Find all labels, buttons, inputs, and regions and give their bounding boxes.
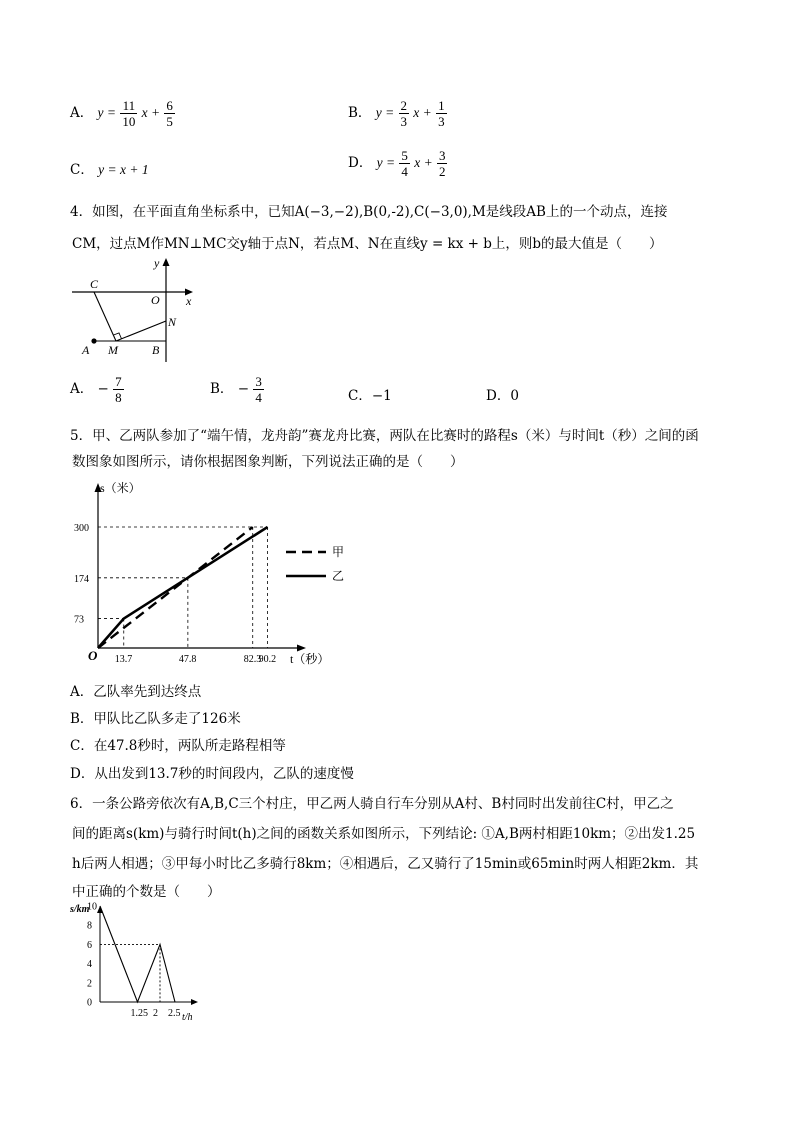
fig-label-c: C — [90, 277, 99, 291]
y-tick-label: 174 — [74, 573, 89, 585]
x-tick-label: 13.7 — [114, 654, 133, 665]
q6-stem-line1: 6．一条公路旁依次有A,B,C三个村庄，甲乙两人骑自行车分别从A村、B村同时出发前往C村，甲乙之 — [70, 796, 674, 812]
chart2-ylabel: s/km — [70, 904, 90, 915]
series-line-distance — [100, 906, 175, 1002]
q4-option-b: B． − $\frac{3}{4}$ — [210, 374, 262, 405]
chart1-ylabel: s（米） — [100, 481, 141, 495]
legend-label-jia: 甲 — [332, 545, 345, 559]
fraction: $\frac{11}{10}$ — [122, 98, 136, 129]
q3-option-a: A． y = $\frac{11}{10}$ x + $\frac{6}{5}$ — [70, 98, 173, 129]
fraction: $\frac{1}{3}$ — [438, 98, 445, 129]
fraction: $\frac{3}{4}$ — [255, 374, 262, 405]
q6-stem-line3: h后两人相遇；③甲每小时比乙多骑行8km；④相遇后，乙又骑行了15min或65min时两人相距2km．其 — [72, 856, 699, 872]
fraction: $\frac{3}{2}$ — [438, 148, 446, 179]
y-tick-label: 4 — [87, 959, 92, 971]
q3-option-d: D． y = $\frac{5}{4}$ x + $\frac{3}{2}$ — [348, 148, 446, 179]
x-axis-arrow — [297, 645, 306, 652]
y-tick-label: 73 — [74, 614, 84, 626]
q5-option-b: B．甲队比乙队多走了126米 — [70, 711, 241, 727]
q4-option-c: C．−1 — [348, 388, 392, 404]
q5-option-d: D．从出发到13.7秒的时间段内，乙队的速度慢 — [70, 766, 354, 782]
series-line-yi — [98, 527, 268, 648]
fig-label-x: x — [186, 294, 192, 308]
q4-figure — [66, 254, 206, 366]
y-tick-label: 0 — [87, 997, 92, 1009]
fig-label-o: O — [151, 293, 160, 307]
fraction: $\frac{6}{5}$ — [166, 98, 173, 129]
x-tick-label: 82.3 — [243, 654, 262, 665]
fig-label-a: A — [82, 343, 90, 357]
q4-stem-line2: CM，过点M作MN⊥MC交y轴于点N，若点M、N在直线y = kx + b上，则b的最大值是（ ） — [72, 236, 663, 252]
y-tick-label: 2 — [87, 978, 92, 990]
q3-option-c: C． y = x + 1 — [70, 162, 149, 178]
x-tick-label: 2.5 — [168, 1008, 181, 1019]
x-tick-label: 1.25 — [130, 1008, 148, 1019]
x-tick-label: 47.8 — [178, 654, 197, 665]
fig-label-n: N — [168, 315, 177, 329]
fig-label-y: y — [154, 256, 160, 270]
series-line-jia — [98, 527, 253, 648]
x-tick-label: 2 — [153, 1008, 158, 1019]
chart1-origin: O — [88, 648, 98, 663]
q6-stem-line4: 中正确的个数是（ ） — [72, 884, 221, 900]
fraction: $\frac{2}{3}$ — [400, 98, 407, 129]
q4-option-a: A． − $\frac{7}{8}$ — [70, 374, 122, 405]
y-tick-label: 6 — [87, 939, 92, 951]
y-tick-label: 10 — [87, 901, 97, 913]
q4-option-d: D．0 — [486, 388, 519, 404]
fig-label-m: M — [108, 343, 118, 357]
chart1-xlabel: t（秒） — [290, 652, 330, 666]
chart2-xlabel: t/h — [182, 1012, 193, 1023]
q6-stem-line2: 间的距离s(km)与骑行时间t(h)之间的函数关系如图所示，下列结论: ①A,B两村相距10km；②出发1.25 — [72, 826, 696, 842]
q3-option-b: B． y = $\frac{2}{3}$ x + $\frac{1}{3}$ — [348, 98, 445, 129]
q5-stem-line1: 5．甲、乙两队参加了“端午情，龙舟韵”赛龙舟比赛，两队在比赛时的路程s（米）与时间t（秒）之间的函 — [70, 428, 699, 444]
x-axis-arrow — [191, 999, 198, 1005]
distance-chart — [68, 900, 218, 1025]
q4-stem-line1: 4．如图，在平面直角坐标系中，已知A(−3,−2),B(0,-2),C(−3,0),M是线段AB上的一个动点，连接 — [70, 204, 668, 220]
fraction: $\frac{5}{4}$ — [401, 148, 408, 179]
y-tick-label: 8 — [87, 920, 92, 932]
x-tick-label: 90.2 — [258, 654, 277, 665]
fraction: $\frac{7}{8}$ — [115, 374, 122, 405]
fig-label-b: B — [152, 343, 160, 357]
q5-stem-line2: 数图象如图所示，请你根据图象判断，下列说法正确的是（ ） — [72, 454, 464, 470]
race-chart — [70, 476, 370, 672]
y-tick-label: 300 — [74, 523, 89, 535]
q5-option-c: C．在47.8秒时，两队所走路程相等 — [70, 738, 286, 754]
q5-option-a: A．乙队率先到达终点 — [70, 684, 202, 700]
legend-label-yi: 乙 — [332, 569, 345, 583]
